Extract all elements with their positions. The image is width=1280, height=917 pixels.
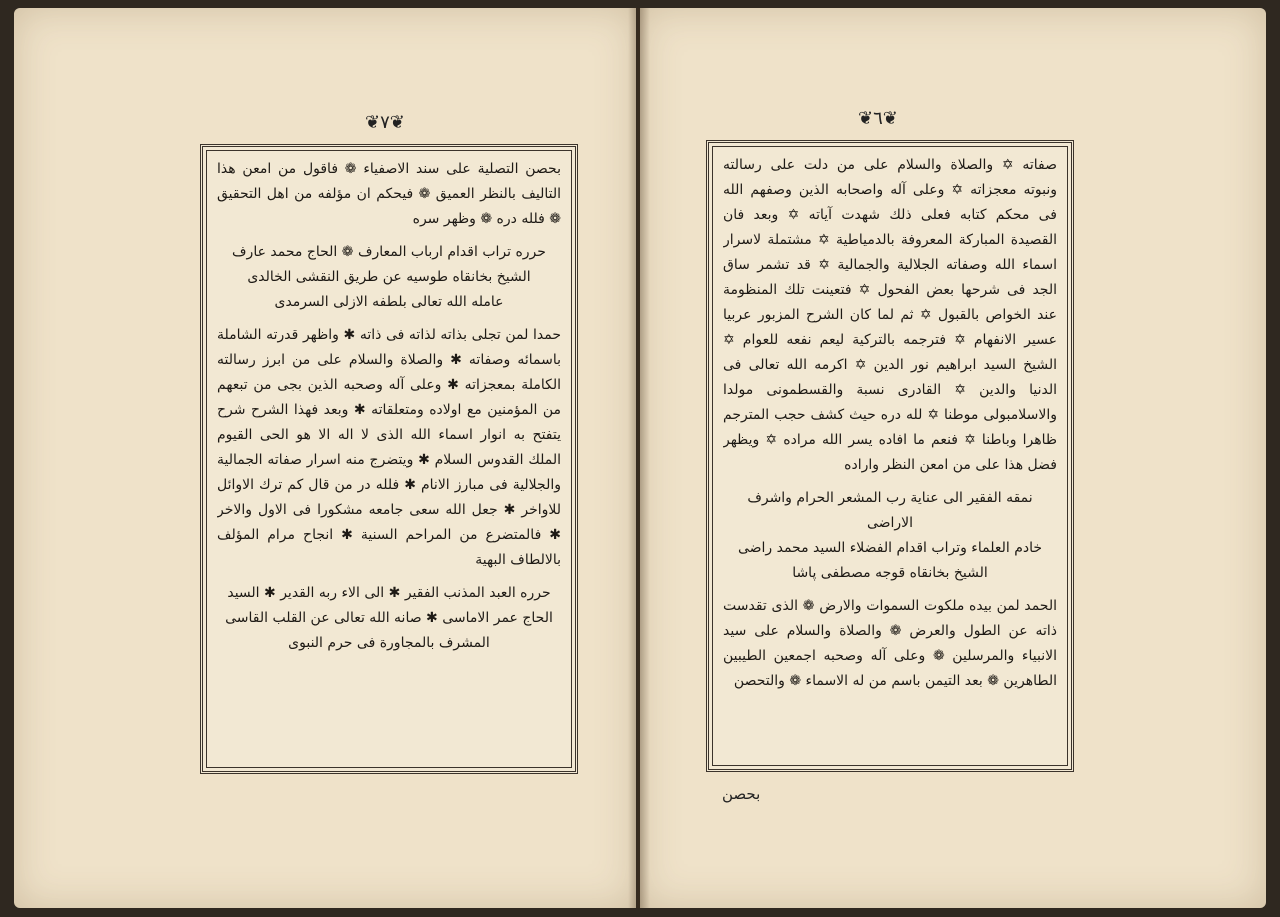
left-body-paragraph: حمدا لمن تجلى بذاته لذاته فى ذاته ✱ واظهر قدرته الشاملة باسمائه وصفاته ✱ والصلاة والسلام على من ابرز رسالته الكاملة بمعجزاته ✱ وعلى آله وصحبه الذين بجى من تبعهم من المؤمنين مع اولاده ومتعلقاته ✱ وبعد فهذا الشرح شرح يتفتح به انوار اسماء الله الذى لا اله الا هو الحى القيوم الملك القدوس السلام ✱ ويتضرج منه اسرار صفاته الجمالية والجلالية فى مبارز الانام ✱ فلله در من قال كم ترك الاوائل للاواخر ✱ جعل الله سعى جامعه مشكورا فى الاول والاخر ✱ فالمتضرع من المراحم السنية ✱ انجاح مرام المؤلف بالالطاف البهية bbox=[217, 327, 561, 568]
right-body-paragraph: صفاته ✡ والصلاة والسلام على من دلت على رسالته ونبوته معجزاته ✡ وعلى آله واصحابه الذين وصفهم الله فى محكم كتابه فعلى ذلك شهدت آياته ✡ وبعد فان القصيدة المباركة المعروفة بالدمياطية ✡ مشتملة لاسرار اسماء الله وصفاته الجلالية والجمالية ✡ قد تشمر ساق الجد فى شرحها بعض الفحول ✡ فتعينت تلك المنظومة عند الخواص بالقبول ✡ ثم لما كان الشرح المزبور عربيا عسير الانفهام ✡ فترجمه بالتركية ليعم نفعه للعوام ✡ الشيخ السيد ابراهيم نور الدين ✡ اكرمه الله تعالى فى الدنيا والدين ✡ القادرى نسبة والقسطمونى مولدا والاسلامبولى موطنا ✡ لله دره حيث كشف حجب المترجم ظاهرا وباطنا ✡ فنعم ما افاده يسر الله مراده ✡ ويظهر فضل هذا على من امعن النظر واراده bbox=[723, 157, 1057, 473]
left-intro-paragraph: بحصن التصلية على سند الاصفياء ❁ فاقول من امعن هذا التاليف بالنظر العميق ❁ فيحكم ان مؤلفه من اهل التحقيق ❁ فلله دره ❁ وظهر سره bbox=[217, 161, 561, 227]
right-text-frame bbox=[706, 140, 1074, 772]
left-text-block bbox=[217, 157, 561, 761]
left-signature-block bbox=[217, 581, 561, 656]
left-page-number: ❦٧❦ bbox=[365, 112, 405, 133]
book-gutter bbox=[628, 8, 650, 908]
right-page-number: ❦٦❦ bbox=[858, 108, 898, 129]
right-closing-paragraph: الحمد لمن بيده ملكوت السموات والارض ❁ الذى تقدست ذاته عن الطول والعرض ❁ والصلاة والسلام على سيد الانبياء والمرسلين ❁ وعلى آله وصحبه اجمعين الطيبين الطاهرين ❁ بعد التيمن باسم من له الاسماء ❁ والتحصن bbox=[723, 598, 1057, 689]
left-author-line: حرره تراب اقدام ارباب المعارف ❁ الحاج محمد عارف bbox=[232, 244, 546, 260]
left-signature-line: الحاج عمر الاماسى ✱ صانه الله تعالى عن القلب القاسى bbox=[225, 610, 553, 626]
right-text-block bbox=[723, 153, 1057, 759]
catchword: بحصن bbox=[722, 785, 761, 803]
left-author-block bbox=[217, 240, 561, 315]
left-text-frame bbox=[200, 144, 578, 774]
left-author-line: الشيخ بخانقاه طوسيه عن طريق النقشى الخالدى bbox=[247, 269, 531, 285]
right-signature-block bbox=[723, 486, 1057, 586]
right-signature-line: نمقه الفقير الى عناية رب المشعر الحرام واشرف الاراضى bbox=[747, 490, 1033, 531]
right-signature-line: خادم العلماء وتراب اقدام الفضلاء السيد محمد راضى bbox=[737, 540, 1043, 556]
left-signature-line: المشرف بالمجاورة فى حرم النبوى bbox=[288, 635, 490, 651]
right-signature-line: الشيخ بخانقاه قوجه مصطفى پاشا bbox=[792, 565, 988, 581]
left-author-line: عامله الله تعالى بلطفه الازلى السرمدى bbox=[274, 294, 504, 310]
left-signature-line: حرره العبد المذنب الفقير ✱ الى الاء ربه القدير ✱ السيد bbox=[227, 585, 551, 601]
